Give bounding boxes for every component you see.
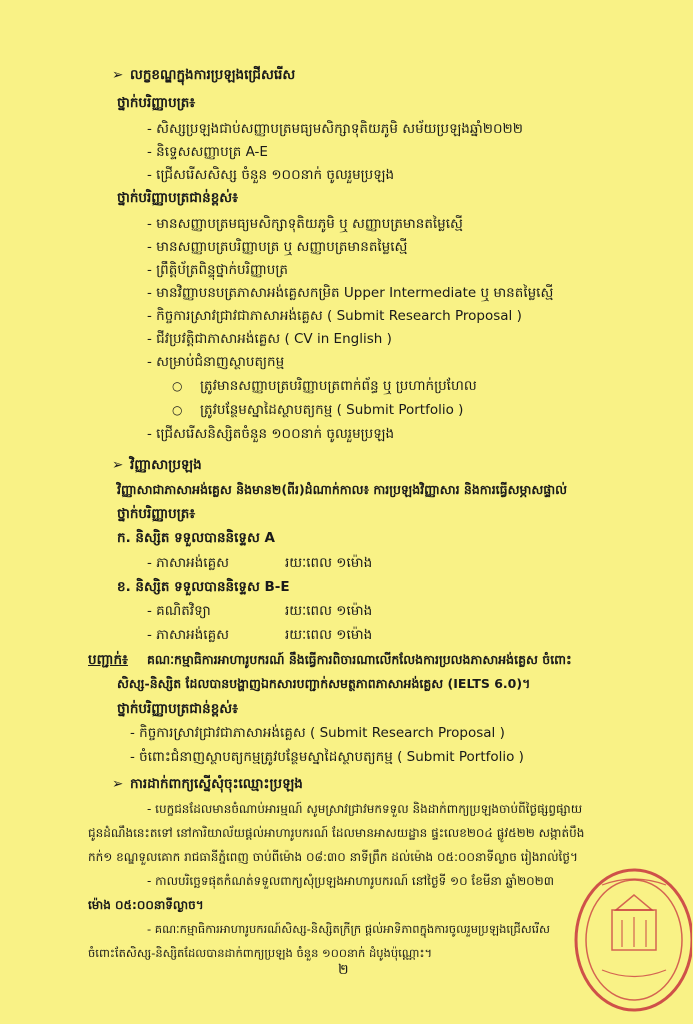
note-label: បញ្ជាក់៖ <box>88 652 128 668</box>
group-b-heading: ខ. និស្សិត ទទួលបាននិទ្ទេស B-E <box>117 579 290 595</box>
circle-bullet-icon: ○ <box>172 379 183 393</box>
exam-bachelor-heading: ថ្នាក់បរិញ្ញាបត្រ៖ <box>117 506 196 522</box>
master-item: - ជីវប្រវត្តិជាភាសាអង់គ្លេស ( CV in English ) <box>147 331 392 347</box>
arrow-bullet-icon: ➢ <box>112 457 124 473</box>
section-1-title: ➢ លក្ខខណ្ឌក្នុងការប្រឡងជ្រើសរើស <box>112 64 295 86</box>
arch-subitem: ○ ត្រូវមានសញ្ញាបត្របរិញ្ញាបត្រពាក់ព័ន្ធ ឬ ប្រហាក់ប្រហែល <box>172 375 477 397</box>
arrow-bullet-icon: ➢ <box>112 67 124 83</box>
arrow-bullet-icon: ➢ <box>112 776 124 792</box>
page-number: ២ <box>338 962 349 978</box>
bachelor-heading: ថ្នាក់បរិញ្ញាបត្រ៖ <box>117 95 196 111</box>
master-item: - សម្រាប់ជំនាញស្ថាបត្យកម្ម <box>147 354 285 370</box>
exam-master-item: - ចំពោះជំនាញស្ថាបត្យកម្មត្រូវបន្ថែមស្នាដៃស្ថាបត្យកម្ម ( Submit Portfolio ) <box>130 749 524 765</box>
exam-description: វិញ្ញាសាជាភាសាអង់គ្លេស និងមាន២(ពីរ)ដំណាក់កាល៖ ការប្រឡងវិញ្ញាសារ និងការធ្វើសម្ភាសផ្ទាល់ <box>117 482 568 497</box>
master-item: - ព្រឹត្តិប័ត្រពិន្ទុថ្នាក់បរិញ្ញាបត្រ <box>147 262 288 278</box>
master-item: - ជ្រើសរើសនិស្សិតចំនួន ១០០នាក់ ចូលរួមប្រឡង <box>147 426 395 442</box>
group-b-duration: រយៈពេល ១ម៉ោង <box>285 603 373 619</box>
note-line: សិស្ស-និស្សិត ដែលបានបង្ហាញឯកសារបញ្ជាក់សមត្ថភាពភាសាអង់គ្លេស (IELTS 6.0)។ <box>117 676 531 691</box>
note-line: គណៈកម្មាធិការអាហារូបករណ៍ នឹងធ្វើការពិចារណាលើកលែងការប្រលងភាសាអង់គ្លេស ចំពោះ <box>147 652 572 667</box>
master-item: - មានសញ្ញាបត្របរិញ្ញាបត្រ ឬ សញ្ញាបត្រមានតម្លៃស្មើ <box>147 239 408 255</box>
official-seal-icon <box>572 865 692 1015</box>
master-item: - មានសញ្ញាបត្រមធ្យមសិក្សាទុតិយភូមិ ឬ សញ្ញាបត្រមានតម្លៃស្មើ <box>147 216 463 232</box>
paragraph-line: កក់១ ខណ្ឌទួលគោក រាជធានីភ្នំពេញ ចាប់ពីម៉ោង ០៨:៣០ នាទីព្រឹក ដល់ម៉ោង ០៥:០០នាទីល្ងាច រៀងរាល់ថ្ងៃ។ <box>88 850 578 864</box>
group-b-subject: - គណិតវិទ្យា <box>147 603 211 619</box>
section-3-title: ➢ ការដាក់ពាក្យស្នើសុំចុះឈ្មោះប្រឡង <box>112 773 303 795</box>
master-heading: ថ្នាក់បរិញ្ញាបត្រជាន់ខ្ពស់៖ <box>117 190 239 206</box>
section-2-title: ➢ វិញ្ញាសាប្រឡង <box>112 454 202 476</box>
paragraph-line: ជូនដំណឹងនេះតទៅ នៅការិយាល័យផ្ដល់អាហារូបករណ៍ ដែលមានអាសយដ្ឋាន ផ្ទះលេខ២០៤ ផ្លូវ៥២២ សង្កាត់បឹង <box>88 826 585 840</box>
group-b-subject: - ភាសាអង់គ្លេស <box>147 627 230 643</box>
paragraph-line: ចំពោះតែសិស្ស-និស្សិតដែលបានដាក់ពាក្យប្រឡង ចំនួន ១០០នាក់ ដំបូងប៉ុណ្ណោះ។ <box>88 946 433 960</box>
group-a-heading: ក. និស្សិត ទទួលបាននិទ្ទេស A <box>117 530 275 546</box>
arch-subitem: ○ ត្រូវបន្ថែមស្នាដៃស្ថាបត្យកម្ម ( Submit Portfolio ) <box>172 399 463 421</box>
bachelor-item: - ជ្រើសរើសសិស្ស ចំនួន ១០០នាក់ ចូលរួមប្រឡង <box>147 167 395 183</box>
paragraph-line: ម៉ោង ០៥:០០នាទីល្ងាច។ <box>88 898 204 912</box>
circle-bullet-icon: ○ <box>172 403 183 417</box>
bachelor-item: - និទ្ទេសសញ្ញាបត្រ A-E <box>147 144 268 160</box>
master-item: - កិច្ចការស្រាវជ្រាវជាភាសាអង់គ្លេស ( Submit Research Proposal ) <box>147 308 522 324</box>
paragraph-line: - គណៈកម្មាធិការអាហារូបករណ៍សិស្ស-និស្សិតក្រីក្រ ផ្ដល់អាទិភាពក្នុងការចូលរួមប្រឡងជ្រើសរើស <box>147 922 550 936</box>
master-item: - មានវិញ្ញាបនបត្រភាសាអង់គ្លេសកម្រិត Upper Intermediate ឬ មានតម្លៃស្មើ <box>147 285 554 301</box>
paragraph-line: - បេក្ខជនដែលមានចំណាប់អារម្មណ៍ សូមស្រាវជ្រាវមកទទួល និងដាក់ពាក្យប្រឡងចាប់ពីថ្ងៃផ្សព្វផ្សាយ <box>147 802 583 816</box>
bachelor-item: - សិស្សប្រឡងជាប់សញ្ញាបត្រមធ្យមសិក្សាទុតិយភូមិ សម័យប្រឡងឆ្នាំ២០២២ <box>147 121 523 137</box>
group-a-subject: - ភាសាអង់គ្លេស <box>147 555 230 571</box>
paragraph-line: - កាលបរិច្ឆេទផុតកំណត់ទទួលពាក្យសុំប្រឡងអាហារូបករណ៍ នៅថ្ងៃទី ១០ ខែមីនា ឆ្នាំ២០២៣ <box>147 874 555 888</box>
group-b-duration: រយៈពេល ១ម៉ោង <box>285 627 373 643</box>
group-a-duration: រយៈពេល ១ម៉ោង <box>285 555 373 571</box>
exam-master-item: - កិច្ចការស្រាវជ្រាវជាភាសាអង់គ្លេស ( Submit Research Proposal ) <box>130 725 505 741</box>
exam-master-heading: ថ្នាក់បរិញ្ញាបត្រជាន់ខ្ពស់៖ <box>117 701 239 717</box>
